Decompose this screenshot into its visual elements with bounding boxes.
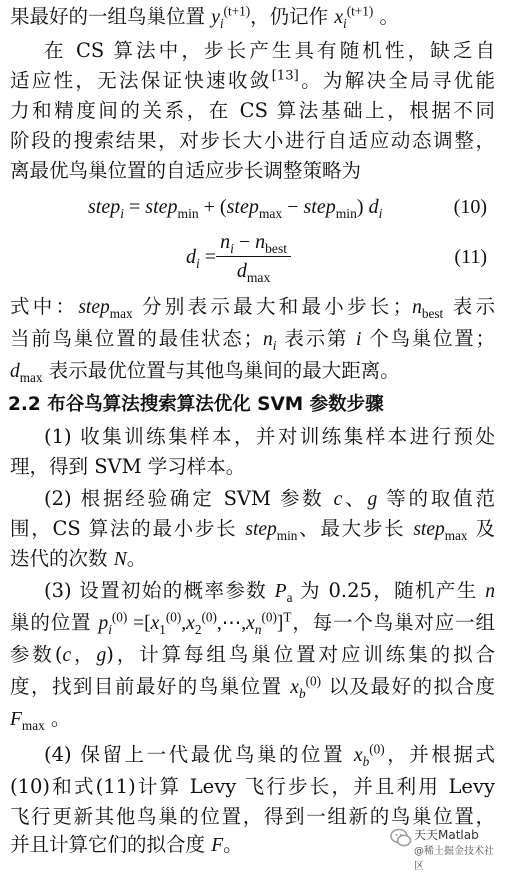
superscript: T: [283, 609, 292, 625]
subscript: i: [230, 241, 234, 256]
var-x: x: [150, 613, 160, 634]
fraction: [216, 228, 291, 285]
text-line: [44, 576, 495, 606]
formula-11: [0, 228, 505, 288]
subscript: b: [362, 753, 370, 769]
subscript: a: [286, 589, 293, 605]
equation-number: (10): [453, 196, 487, 218]
var-d: d: [186, 245, 196, 268]
subscript: i: [108, 621, 112, 637]
text-fragment: 并且计算它们的拟合度: [10, 833, 212, 856]
text-line: [10, 324, 495, 354]
text-fragment: (3) 设置初始的概率参数: [44, 579, 275, 602]
text-fragment: 为 0.25，随机产生: [292, 579, 486, 602]
text-fragment: 式中：: [10, 295, 79, 318]
text-fragment: ，每一个鸟巢对应一组: [291, 611, 495, 634]
subscript: i: [219, 15, 224, 31]
subscript: min: [335, 206, 357, 221]
var-p: p: [98, 613, 109, 634]
var-N: N: [113, 549, 127, 570]
text-line: 理，得到 SVM 学习样本。: [10, 455, 246, 478]
var-d: d: [368, 196, 379, 218]
subscript: best: [421, 305, 444, 321]
text-line: [10, 608, 495, 638]
var-n: n: [412, 297, 422, 318]
text-fragment: )，计算每组鸟巢位置对应训练集的拟合: [106, 643, 495, 666]
var-step: step: [88, 196, 121, 218]
var-n: n: [263, 329, 273, 350]
text-line: (1) 收集训练集样本，并对训练集样本进行预处: [44, 425, 495, 448]
equals-bracket: =[: [127, 613, 151, 634]
subscript: i: [196, 255, 200, 271]
var-P: P: [274, 581, 287, 602]
var-step: step: [413, 519, 445, 540]
subscript: max: [246, 270, 271, 285]
text-fragment: 、: [342, 487, 368, 510]
var-d: d: [10, 361, 20, 382]
text-fragment: 围，CS 算法的最小步长: [10, 517, 246, 540]
var-x: x: [186, 613, 195, 634]
var-n: n: [255, 231, 266, 253]
var-F: F: [10, 709, 22, 730]
subscript: i: [272, 337, 277, 353]
wechat-logo-icon: [390, 827, 412, 849]
text-fragment: (4) 保留上一代最优鸟巢的位置: [44, 743, 354, 766]
var-c: c: [62, 645, 72, 666]
subscript: i: [343, 15, 347, 31]
subscript: i: [120, 206, 124, 221]
comma: ,: [181, 613, 187, 634]
math-var: [211, 3, 251, 31]
subscript: n: [254, 621, 262, 637]
subscript: 2: [194, 621, 202, 637]
subscript: best: [265, 241, 288, 256]
formula-body: [186, 228, 291, 285]
var-x: x: [290, 677, 299, 698]
var-g: g: [367, 489, 378, 510]
var-d: d: [236, 260, 247, 282]
text-line: 在 CS 算法中，步长产生具有随机性，缺乏自: [44, 39, 495, 62]
var-x: x: [353, 745, 363, 766]
text-line: [10, 514, 495, 544]
text-line: 飞行更新其他鸟巢的位置，得到一组新的鸟巢位置，: [10, 805, 495, 828]
text-fragment: 以及最好的拟合度: [321, 675, 495, 698]
text-fragment: 适应性，无法保证快速收敛: [10, 69, 272, 92]
plus-paren: + (: [198, 196, 227, 218]
var-step: step: [145, 196, 178, 218]
var-step: step: [303, 196, 336, 218]
var-y: y: [211, 7, 220, 28]
text-line: [10, 704, 495, 734]
var-x: x: [246, 613, 255, 634]
subscript: max: [258, 206, 283, 221]
text-fragment: (2) 根据经验确定 SVM 参数: [44, 487, 334, 510]
subscript: max: [109, 305, 133, 321]
text-fragment: ，仍记作: [250, 5, 335, 28]
text-fragment: 等的取值范: [377, 487, 495, 510]
superscript: (0): [201, 609, 217, 625]
text-fragment: 及: [467, 517, 495, 540]
subscript: min: [276, 527, 298, 543]
math-expression: [98, 609, 292, 637]
subscript: 1: [159, 621, 166, 637]
fraction-denominator: [216, 257, 291, 285]
text-line: [44, 740, 495, 770]
section-heading: 2.2 布谷鸟算法搜索算法优化 SVM 参数步骤: [8, 394, 384, 415]
citation: [13]: [271, 68, 299, 84]
minus-sign: −: [233, 231, 256, 253]
text-line: [10, 66, 495, 96]
var-g: g: [96, 645, 107, 666]
var-n: n: [220, 231, 231, 253]
superscript: (0): [165, 609, 182, 625]
text-fragment: 表示: [443, 295, 495, 318]
text-line: (10)和式(11)计算 Levy 飞行步长，并且利用 Levy: [10, 775, 495, 798]
text-fragment: 。: [373, 5, 400, 28]
var-c: c: [333, 489, 343, 510]
text-fragment: 巢的位置: [10, 611, 99, 634]
text-fragment: 。: [126, 547, 147, 570]
superscript: (0): [111, 609, 128, 625]
equation-number: (11): [454, 246, 487, 268]
var-n: n: [485, 581, 495, 602]
math-var: [334, 3, 374, 31]
var-step: step: [78, 297, 110, 318]
ellipsis: ,⋯,: [216, 613, 247, 634]
superscript: (t+1): [223, 3, 251, 19]
equals-sign: =: [199, 245, 217, 268]
text-line: [44, 484, 495, 514]
text-fragment: 、最大步长: [297, 517, 414, 540]
text-line: 离最优鸟巢位置的自适应步长调整策略为: [10, 159, 362, 182]
text-fragment: 当前鸟巢位置的最佳状态；: [10, 327, 264, 350]
close-paren: ): [356, 196, 364, 218]
text-fragment: 。: [44, 707, 71, 730]
close-bracket: ]: [276, 613, 284, 634]
var-i: i: [356, 329, 362, 350]
text-fragment: ，: [71, 643, 97, 666]
text-line: [10, 672, 495, 702]
subscript: min: [177, 206, 199, 221]
fraction-numerator: [216, 228, 291, 257]
var-F: F: [211, 835, 224, 856]
text-line: 阶段的搜索结果，对步长大小进行自适应动态调整，: [10, 129, 495, 152]
text-fragment: 表示第: [276, 327, 356, 350]
text-line: 力和精度间的关系，在 CS 算法基础上，根据不同: [10, 99, 495, 122]
text-line: [10, 640, 495, 670]
subscript: max: [21, 717, 45, 733]
watermark-subtext: @稀土掘金技术社区: [414, 846, 494, 872]
text-line: [10, 292, 495, 322]
text-fragment: 分别表示最大和最小步长；: [132, 295, 413, 318]
text-line: [10, 544, 495, 574]
var-x: x: [334, 7, 344, 28]
text-fragment: 迭代的次数: [10, 547, 114, 570]
minus-sign: −: [282, 196, 304, 218]
formula-body: [88, 192, 382, 222]
subscript: max: [19, 369, 43, 385]
watermark: [390, 826, 502, 872]
text-line: [10, 356, 495, 386]
text-fragment: 参数(: [10, 643, 63, 666]
superscript: (0): [369, 741, 385, 757]
subscript: b: [298, 685, 306, 701]
text-fragment: 。: [223, 833, 243, 856]
formula-10: [0, 192, 505, 222]
text-fragment: 个鸟巢位置；: [361, 327, 495, 350]
watermark-name: 天天Matlab: [414, 828, 479, 842]
superscript: (0): [305, 673, 322, 689]
superscript: (t+1): [346, 3, 374, 19]
text-fragment: 度，找到目前最好的鸟巢位置: [10, 675, 291, 698]
text-line: [10, 2, 495, 32]
text-fragment: ，并根据式: [384, 743, 495, 766]
equals-sign: =: [124, 196, 146, 218]
var-step: step: [245, 519, 277, 540]
var-step: step: [226, 196, 259, 218]
subscript: i: [378, 206, 383, 221]
text-fragment: 。为解决全局寻优能: [298, 69, 495, 92]
subscript: max: [444, 527, 468, 543]
superscript: (0): [261, 609, 277, 625]
text-fragment: 果最好的一组鸟巢位置: [10, 5, 212, 28]
text-fragment: 表示最优位置与其他鸟巢间的最大距离。: [42, 359, 400, 382]
